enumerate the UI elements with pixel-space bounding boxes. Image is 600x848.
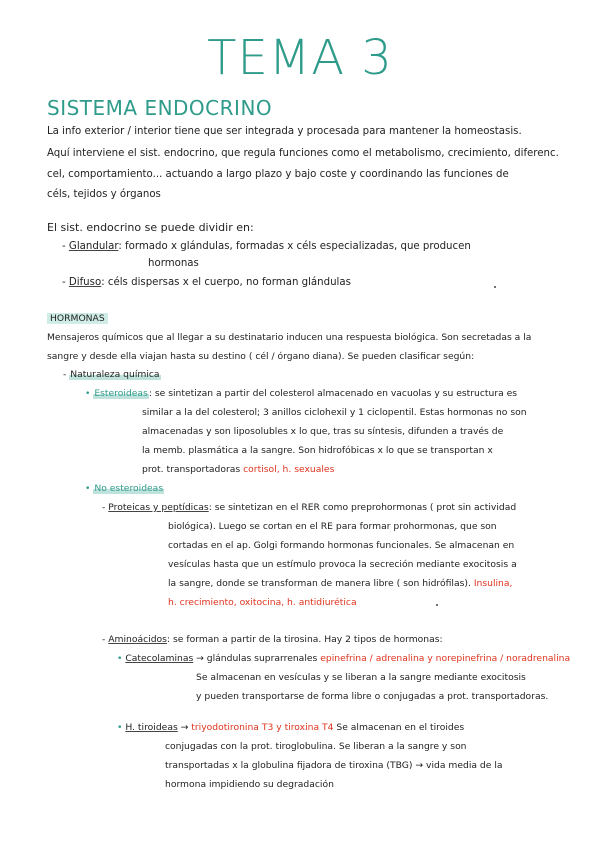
esteroideas-line-2: similar a la del colesterol; 3 anillos ciclohexil y 1 ciclopentil. Estas hormonas no son bbox=[142, 407, 527, 418]
no-esteroideas-heading: • No esteroideas bbox=[85, 483, 164, 494]
proteicas-line-5: la sangre, donde se transforman de manera libre ( son hidrófilas). Insulina, bbox=[168, 578, 513, 589]
glandular-label: Glandular bbox=[68, 241, 119, 252]
intro-line-2: Aquí interviene el sist. endocrino, que regula funciones como el metabolismo, crecimiento, diferenc. bbox=[47, 148, 559, 159]
hormonas-heading: HORMONAS bbox=[47, 312, 108, 325]
esteroideas-line-1: • Esteroideas: se sintetizan a partir del colesterol almacenado en vacuolas y su estructura es bbox=[85, 388, 518, 399]
catecolaminas-examples: epinefrina / adrenalina y norepinefrina / noradrenalina bbox=[320, 653, 571, 664]
glandular-text: : formado x glándulas, formadas x céls especializadas, que producen bbox=[118, 241, 471, 252]
division-difuso: - Difuso: céls dispersas x el cuerpo, no forman glándulas bbox=[62, 277, 351, 288]
proteicas-line-4: vesículas hasta que un estímulo provoca la secreción mediante exocitosis a bbox=[168, 559, 517, 570]
proteicas-line-2: biológica). Luego se cortan en el RE para formar prohormonas, que son bbox=[168, 521, 497, 532]
tiroideas-label: H. tiroideas bbox=[125, 722, 178, 733]
proteicas-line-3: cortadas en el ap. Golgi formando hormonas funcionales. Se almacenan en bbox=[168, 540, 515, 551]
catecolaminas-line-3: y pueden transportarse de forma libre o conjugadas a prot. transportadoras. bbox=[196, 691, 549, 702]
proteicas-line-1: - Proteicas y peptídicas: se sintetizan en el RER como preprohormonas ( prot sin actividad bbox=[102, 502, 517, 513]
stray-dot bbox=[494, 286, 496, 288]
page-title: TEMA 3 bbox=[207, 30, 393, 86]
aminoacidos-label: Aminoácidos bbox=[108, 634, 167, 645]
difuso-text: : céls dispersas x el cuerpo, no forman glándulas bbox=[101, 277, 351, 288]
esteroideas-line-4: la memb. plasmática a la sangre. Son hidrofóbicas x lo que se transportan x bbox=[142, 445, 493, 456]
tiroideas-line-2: conjugadas con la prot. tiroglobulina. Se liberan a la sangre y son bbox=[165, 741, 467, 752]
division-glandular: - Glandular: formado x glándulas, formadas x céls especializadas, que producen bbox=[62, 241, 471, 252]
intro-line-3: cel, comportamiento... actuando a largo plazo y bajo coste y coordinando las funciones de bbox=[47, 169, 509, 180]
section-title: SISTEMA ENDOCRINO bbox=[47, 96, 273, 120]
difuso-label: Difuso bbox=[68, 277, 102, 288]
catecolaminas-label: Catecolaminas bbox=[125, 653, 194, 664]
catecolaminas-line-2: Se almacenan en vesículas y se liberan a la sangre mediante exocitosis bbox=[196, 672, 526, 683]
catecolaminas-line-1: • Catecolaminas → glándulas suprarrenales epinefrina / adrenalina y norepinefrina / noradrenalina bbox=[117, 653, 571, 664]
aminoacidos-line: - Aminoácidos: se forman a partir de la tirosina. Hay 2 tipos de hormonas: bbox=[102, 634, 443, 645]
hormonas-intro-2: sangre y desde ella viajan hasta su destino ( cél / órgano diana). Se pueden clasificar según: bbox=[47, 351, 475, 362]
proteicas-examples: h. crecimiento, oxitocina, h. antidiurética bbox=[168, 597, 357, 608]
esteroideas-label: Esteroideas bbox=[94, 388, 148, 399]
tiroideas-line-4: hormona impidiendo su degradación bbox=[165, 779, 334, 790]
division-intro: El sist. endocrino se puede dividir en: bbox=[47, 221, 254, 234]
esteroideas-examples: cortisol, h. sexuales bbox=[243, 464, 335, 475]
tiroideas-line-3: transportadas x la globulina fijadora de tiroxina (TBG) → vida media de la bbox=[165, 760, 503, 771]
tiroideas-line-1: • H. tiroideas → triyodotironina T3 y tiroxina T4 Se almacenan en el tiroides bbox=[117, 722, 465, 733]
esteroideas-line-3: almacenadas y son liposolubles x lo que, tras su síntesis, difunden a través de bbox=[142, 426, 504, 437]
tiroideas-examples: triyodotironina T3 y tiroxina T4 bbox=[191, 722, 334, 733]
esteroideas-line-5: prot. transportadoras cortisol, h. sexuales bbox=[142, 464, 335, 475]
proteicas-label: Proteicas y peptídicas bbox=[108, 502, 209, 513]
intro-line-4: céls, tejidos y órganos bbox=[47, 189, 161, 200]
glandular-text-cont: hormonas bbox=[148, 258, 199, 269]
hormonas-intro-1: Mensajeros químicos que al llegar a su destinatario inducen una respuesta biológica. Son secretadas a la bbox=[47, 332, 532, 343]
intro-line-1: La info exterior / interior tiene que ser integrada y procesada para mantener la homeostasis. bbox=[47, 126, 522, 137]
stray-dot-2 bbox=[436, 604, 438, 606]
naturaleza-heading: - Naturaleza química bbox=[63, 369, 160, 380]
